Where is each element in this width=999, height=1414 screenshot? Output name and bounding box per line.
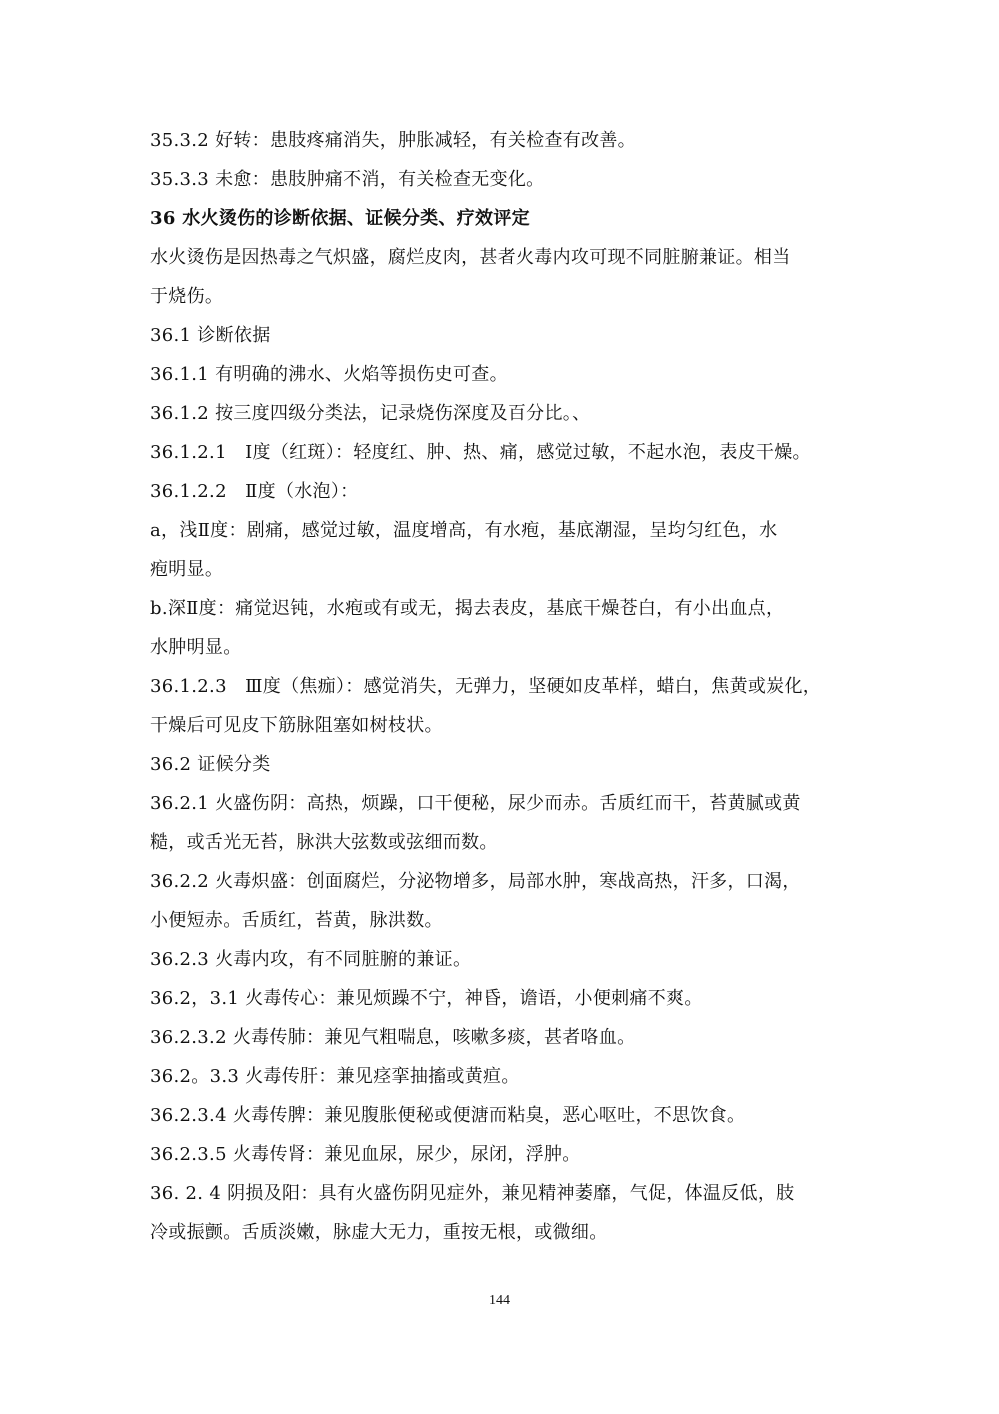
text-line: 36.1.1 有明确的沸水、火焰等损伤史可查。 — [150, 364, 508, 385]
text-line: 36.2.3.2 火毒传肺：兼见气粗喘息，咳嗽多痰，甚者咯血。 — [150, 1027, 636, 1048]
text-line: 糙，或舌光无苔，脉洪大弦数或弦细而数。 — [150, 832, 498, 853]
text-line: 36.1.2.2 Ⅱ度（水泡）： — [150, 481, 359, 502]
text-line: 36.2，3.1 火毒传心：兼见烦躁不宁，神昏，谵语，小便刺痛不爽。 — [150, 988, 703, 1009]
text-line: 36.2.3.5 火毒传肾：兼见血尿，尿少，尿闭，浮肿。 — [150, 1144, 581, 1165]
text-line: 36.2。3.3 火毒传肝：兼见痉挛抽搐或黄疸。 — [150, 1066, 520, 1087]
text-line: 36. 2. 4 阴损及阳：具有火盛伤阴见症外，兼见精神萎靡，气促，体温反低，肢 — [150, 1183, 795, 1204]
text-line: 36.2 证候分类 — [150, 754, 271, 775]
text-line: 36.2.3.4 火毒传脾：兼见腹胀便秘或便溏而粘臭，恶心呕吐，不思饮食。 — [150, 1105, 746, 1126]
text-line: 水肿明显。 — [150, 637, 242, 658]
text-line: 冷或振颤。舌质淡嫩，脉虚大无力，重按无根，或微细。 — [150, 1222, 608, 1243]
text-line: 36.1.2.3 Ⅲ度（焦痂）：感觉消失，无弹力，坚硬如皮革样，蜡白，焦黄或炭化， — [150, 676, 822, 697]
text-line: a，浅Ⅱ度：剧痛，感觉过敏，温度增高，有水疱，基底潮湿，呈均匀红色，水 — [150, 520, 778, 541]
body-text — [150, 121, 855, 1252]
text-line: 36.1 诊断依据 — [150, 325, 271, 346]
text-line: 干燥后可见皮下筋脉阻塞如树枝状。 — [150, 715, 443, 736]
text-line: 水火烫伤是因热毒之气炽盛，腐烂皮肉，甚者火毒内攻可现不同脏腑兼证。相当 — [150, 247, 791, 268]
text-line: 小便短赤。舌质红，苔黄，脉洪数。 — [150, 910, 443, 931]
text-line: 于烧伤。 — [150, 286, 224, 307]
text-line: 36.1.2 按三度四级分类法，记录烧伤深度及百分比。、 — [150, 403, 591, 424]
text-line: 36.2.3 火毒内攻，有不同脏腑的兼证。 — [150, 949, 472, 970]
text-line: 疱明显。 — [150, 559, 224, 580]
text-line: 35.3.2 好转：患肢疼痛消失，肿胀减轻，有关检查有改善。 — [150, 130, 636, 151]
text-line: b.深Ⅱ度：痛觉迟钝，水疱或有或无，揭去表皮，基底干燥苍白，有小出血点， — [150, 598, 785, 619]
text-line: 36.2.1 火盛伤阴：高热，烦躁，口干便秘，尿少而赤。舌质红而干，苔黄腻或黄 — [150, 793, 801, 814]
section-heading: 36 水火烫伤的诊断依据、证候分类、疗效评定 — [150, 208, 530, 229]
text-line: 36.1.2.1 Ⅰ度（红斑）：轻度红、肿、热、痛，感觉过敏，不起水泡，表皮干燥。 — [150, 442, 811, 463]
page-number: 144 — [489, 1293, 510, 1308]
text-line: 36.2.2 火毒炽盛：创面腐烂，分泌物增多，局部水肿，寒战高热，汗多，口渴， — [150, 871, 801, 892]
text-line: 35.3.3 未愈：患肢肿痛不消，有关检查无变化。 — [150, 169, 545, 190]
